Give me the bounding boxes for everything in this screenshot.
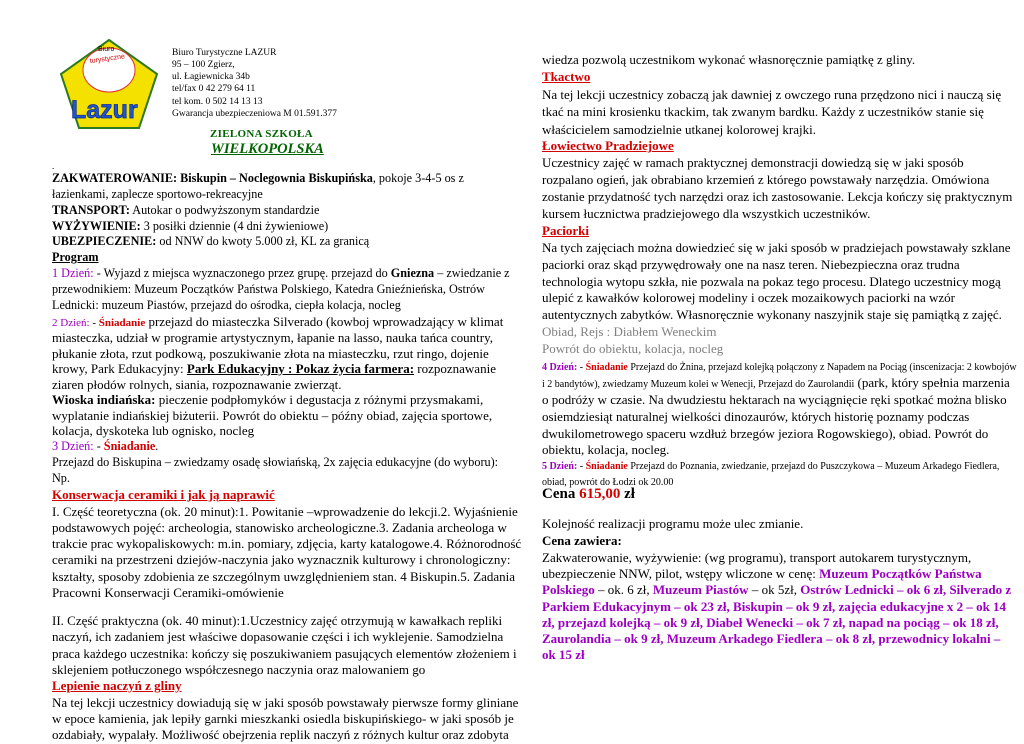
ceramics-title: Konserwacja ceramiki i jak ją naprawić xyxy=(52,486,275,502)
np: Np. xyxy=(52,470,70,485)
lazur-logo xyxy=(58,38,160,130)
pottery-text: Na tej lekcji uczestnicy dowiadują się w jaki sposób powstawały pierwsze formy gliniane w epoce kamienia, jak lepiły garnki mieszkanki osiedla biskupińskiego- w jaki sposób je ozdabiały, wypalały. Możliwość obejrzenia replik naczyń z różnych kultur oraz zdobyta xyxy=(52,694,519,743)
weaving-text: Na tej lekcji uczestnicy zobaczą jak dawniej z owczego runa przędzono nici i nauczą się tkać na mini krosienku tkackim, tak zwanym bardku. Każdy z uczestników stanie się właścicielem samodzielnie utkanej kolorowej krajki. xyxy=(542,86,1002,137)
weaving-title: Tkactwo xyxy=(542,68,591,84)
price-includes: Zakwaterowanie, wyżywienie: (wg programu), transport autokarem turystycznym, ubezpieczenie NNW, pilot, wstępy wliczone w cenę: Muzeum Początków Państwa Polskiego – ok. 6 zł, Muzeum Piastów – ok 5zł, Ostrów Lednicki – ok 6 zł, Silverado z Parkiem Edukacyjnym – ok 23 zł, Biskupin – ok 9 zł, zajęcia edukacyjne x 2 – ok 14 zł, przejazd kolejką – ok 9 zł, Diabeł Wenecki – ok 7 zł, napad na pociąg – ok 18 zł, Zaurolandia – ok 9 zł, Muzeum Arkadego Fiedlera – ok 8 zł, przewodnicy lokalni – ok 15 zł xyxy=(542,549,1012,663)
day-3: 3 Dzień: - Śniadanie. xyxy=(52,439,159,454)
program-heading: Program xyxy=(52,250,99,265)
ceramics-theory: I. Część teoretyczna (ok. 20 minut):1. Powitanie –wprowadzenie do lekcji.2. Wyjaśnienie podstawowych pojęć: archeologia, stanowisko archeologiczne.3. Zadania archeologa w trakcie prac wykopaliskowych: m.in. pomiary, zdjęcia, karty katalogowe.4. Różnorodność ceramiki na przestrzeni dziejów-naczynia jako wyznacznik kulturowy i chronologiczny: kształty, sposoby zdobienia ze szczególnym uwzględnieniem stan. 4 Biskupin.5. Zadania Pracowni Konserwacji Ceramiki-omówienie xyxy=(52,503,522,600)
tel-fax: tel/fax 0 42 279 64 11 xyxy=(172,84,256,95)
order-note: Kolejność realizacji programu może ulec zmianie. xyxy=(542,516,804,531)
meals: WYŻYWIENIE: 3 posiłki dziennie (4 dni żywieniowe) xyxy=(52,218,329,233)
hunting-text: Uczestnicy zajęć w ramach praktycznej demonstracji dowiedzą się w jaki sposób rozpalano ogień, jak obrabiano krzemień z którego powstawały narzędzia. Omówiona zostanie przydatność tych narzędzi oraz ich zastosowanie. Lekcja kończy się praktycznym kursem łucznictwa pradziejowego dla wszystkich uczestników. xyxy=(542,155,1013,221)
logo-wordmark: Lazur xyxy=(71,96,138,124)
day-3-text: Przejazd do Biskupina – zwiedzamy osadę słowiańską, 2x zajęcia edukacyjne (do wyboru): xyxy=(52,454,499,469)
continuation: wiedza pozwolą uczestnikom wykonać własnoręcznie pamiątkę z gliny. xyxy=(542,52,916,67)
tel-mobile: tel kom. 0 502 14 13 13 xyxy=(172,96,263,107)
price: Cena 615,00 zł xyxy=(542,486,635,502)
insurance: UBEZPIECZENIE: od NNW do kwoty 5.000 zł, KL za granicą xyxy=(52,234,370,249)
title-line-1: ZIELONA SZKOŁA xyxy=(210,128,313,140)
company-name: Biuro Turystyczne LAZUR xyxy=(172,48,277,58)
indian-village: Wioska indiańska: pieczenie podpłomyków i degustacja z różnymi przysmakami, wyplatanie indiańskiej biżuterii. Powrót do obiektu – późny obiad, zajęcia sportowe, kolacja, dyskoteka lub ognisko, nocleg xyxy=(52,392,493,439)
title-line-2: WIELKOPOLSKA xyxy=(211,141,324,157)
address-line-2: ul. Łagiewnicka 34b xyxy=(172,72,250,83)
company-header xyxy=(172,47,337,120)
insurance-guarantee: Gwarancja ubezpieczeniowa M 01.591.377 xyxy=(172,108,337,119)
return-note: Powrót do obiektu, kolacja, nocleg xyxy=(542,341,724,357)
svg-text:turystyczne: turystyczne xyxy=(89,53,126,66)
price-section xyxy=(542,485,1017,505)
beads-title: Paciorki xyxy=(542,222,589,238)
day-4: 4 Dzień: - Śniadanie Przejazd do Żnina, przejazd kolejką połączony z Napadem na Pociąg (inscenizacja: 2 kowbojów i 2 bandytów), zwiedzamy Muzeum kolei w Wenecji, Przejazd do Zaurolandii (park, który spełnia marzenia o podróży w czasie. Na dwudziestu hektarach na wyciągnięcie ręki spotkać można blisko osiemdziesiąt naturalnej wielkości dinozaurów, których historię poznamy podczas dwukilometrowego spaceru wzdłuż brzegów jeziora Rogowskiego), obiad. Powrót do obiektu, kolacja, nocleg. xyxy=(542,362,1017,458)
price-includes-title: Cena zawiera: xyxy=(542,532,622,548)
day-1: 1 Dzień: - Wyjazd z miejsca wyznaczonego przez grupę. przejazd do Gniezna – zwiedzanie z przewodnikiem: Muzeum Początków Państwa Polskiego, Katedra Gnieźnieńska, Ostrów Lednicki: muzeum Piastów, przejazd do ośrodka, ciepła kolacja, nocleg xyxy=(52,266,510,312)
ceramics-practice: II. Część praktyczna (ok. 40 minut):1.Uczestnicy zajęć otrzymują w kawałkach repliki naczyń, ich zadaniem jest właściwe dopasowanie części i ich wyklejenie. Samodzielna praca każdego uczestnika: kończy się poszukiwaniem pasujących elementów złożeniem i sklejeniem potłuczonego współczesnego naczynia oraz malowaniem go xyxy=(52,613,517,677)
accommodation: ZAKWATEROWANIE: Biskupin – Noclegownia Biskupińska, pokoje 3-4-5 os z łazienkami, zaplecze sportowo-rekreacyjne xyxy=(52,171,464,201)
svg-text:Biuro: Biuro xyxy=(98,46,115,53)
pottery-title: Lepienie naczyń z gliny xyxy=(52,678,182,694)
address-line-1: 95 – 100 Zgierz, xyxy=(172,60,235,71)
dot: . xyxy=(52,161,55,171)
price-details xyxy=(542,516,1017,664)
day-2: 2 Dzień: - Śniadanie przejazd do miasteczka Silverado (kowboj wprowadzający w klimat miasteczka, udział w programie artystycznym, łapanie na lasso, nauka tańca country, płukanie złota, rzut podkową, poszukiwanie złota na miasteczku, rzut ringo, dojenie krowy, Park Edukacyjny: Park Edukacyjny : Pokaz życia farmera: rozpoznawanie ziaren płodów rolnych, siania, rozpoznawanie zwierząt. xyxy=(52,313,504,392)
transport: TRANSPORT: Autokar o podwyższonym standardzie xyxy=(52,202,320,217)
lunch-cruise: Obiad, Rejs : Diabłem Weneckim xyxy=(542,324,717,340)
beads-text: Na tych zajęciach można dowiedzieć się w jaki sposób w pradziejach powstawały szklane paciorki oraz skąd przywędrowały one na nasz teren. Niebezpieczna oraz trudna technologia wytopu szkła, nie pozwala na pokaz tego procesu. Dlatego uczestnicy mogą ulepić z kawałków kolorowej modeliny i oczek mozaikowych paciorki na wzór autentycznych zabytków. Własnoręcznie wykonany naszyjnik staje się pamiątką z zajęć. xyxy=(542,239,1011,323)
day-5: 5 Dzień: - Śniadanie Przejazd do Poznania, zwiedzanie, przejazd do Puszczykowa – Muzeum Arkadego Fiedlera, obiad, powrót do Łodzi ok 20.00 xyxy=(542,461,1000,489)
left-intro xyxy=(52,162,522,744)
hunting-title: Łowiectwo Pradziejowe xyxy=(542,138,674,154)
right-column xyxy=(542,52,1017,491)
